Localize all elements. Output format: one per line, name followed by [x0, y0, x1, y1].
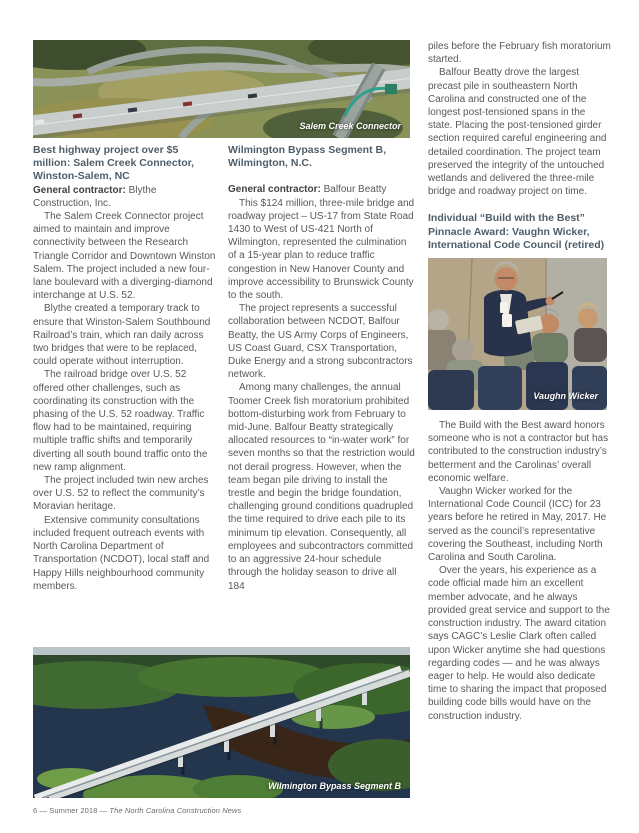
- contractor-line: [33, 184, 216, 210]
- paragraph: This $124 million, three-mile bridge and roadway project – US-17 from State Road 1430 to West of US-421 North of Wilmington, represented the culmination of a 15-year plan to reduce traffic congestion in New Hanover County and improve accessibility to Brunswick County to the south.: [228, 197, 415, 302]
- paragraph: The Salem Creek Connector project aimed to maintain and improve connectivity between the Research Triangle Corridor and Downtown Winston Salem. The project included a new four-lane boulevard with a diverging-diamond interchange at U.S. 52.: [33, 211, 216, 302]
- contractor-value: Balfour Beatty: [323, 184, 387, 196]
- contractor-value: Blythe Construction, Inc.: [33, 184, 157, 209]
- speaker-audience-illustration: [428, 258, 607, 410]
- page-footer: [33, 806, 241, 815]
- column-left: [33, 144, 216, 593]
- photo-caption: Vaughn Wicker: [533, 390, 598, 401]
- footer-publication-name: The North Carolina Construction News: [109, 806, 242, 815]
- paragraph: The railroad bridge over U.S. 52 offered other challenges, such as coordinating its construction with the phasing of the U.S. 52 roadway. Traffic flow had to be maintained, requiring multiple traffic shifts and temporarily diverting all south bound traffic onto the new ramp alignment.: [33, 369, 208, 473]
- article-heading-wilmington: Wilmington Bypass Segment B, Wilmington, N.C.: [228, 144, 387, 170]
- paragraph: The Build with the Best award honors someone who is not a contractor but has contributed to the construction industry’s betterment and the Carolinas’ overall economic welfare.: [428, 420, 609, 484]
- paragraph: The project included twin new arches over U.S. 52 to reflect the community’s Moravian heritage.: [33, 475, 209, 513]
- article-heading-salem: Best highway project over $5 million: Salem Creek Connector, Winston-Salem, NC: [33, 144, 195, 183]
- paragraph: Blythe created a temporary track to ensure that Winston-Salem Southbound Railroad’s train, which ran daily across two bridges that were to be replaced, could operate without interruption.: [33, 303, 211, 368]
- contractor-label: General contractor:: [228, 184, 321, 196]
- column-right: [428, 40, 611, 723]
- contractor-line: [228, 183, 415, 196]
- article-heading-award: Individual “Build with the Best” Pinnacle Award: Vaughn Wicker, International Code Council (retired): [428, 212, 605, 251]
- paragraph: piles before the February fish moratorium started.: [428, 41, 611, 66]
- paragraph: Extensive community consultations included frequent outreach events with North Carolina Department of Transportation (NCDOT), local staff and Happy Hills neighbourhood community members.: [33, 514, 210, 592]
- paragraph: The project represents a successful collaboration between NCDOT, Balfour Beatty, the US Army Corps of Engineers, US Coast Guard, CSX Transportation, Duke Energy and a strong subcontractors network.: [228, 303, 413, 381]
- photo-caption: Wilmington Bypass Segment B: [268, 781, 401, 791]
- paragraph: Vaughn Wicker worked for the International Code Council (ICC) for 23 years before he retired in May, 2017. He served as the council’s representative covering the Southeast, including North Carolina and South Carolina.: [428, 486, 607, 564]
- paragraph: Balfour Beatty drove the largest precast pile in southeastern North Carolina and constructed one of the longest post-tensioned spans in the state. Placing the post-tensioned girder section required careful engineering and detailed coordination. The project team preserved the integrity of the untouched wetlands and delivered the three-mile bridge and roadway project on time.: [428, 67, 607, 198]
- vaughn-wicker-photo: [428, 258, 607, 410]
- aerial-bridge-illustration: [33, 647, 410, 798]
- photo-caption: Salem Creek Connector: [299, 121, 401, 131]
- wilmington-bypass-photo: [33, 647, 410, 798]
- paragraph: Over the years, his experience as a code official made him an excellent member advocate, and he always provided great service and support to the construction industry. The award citation says CAGC’s Leslie Clark often called upon Wicker anytime she had questions regarding codes — and he was always eager to help. He would also dedicate time to sharing the impact that proposed building code bills would have on the construction industry.: [428, 565, 610, 722]
- footer-issue-info: 6 — Summer 2018 —: [33, 806, 110, 815]
- column-middle: [228, 144, 415, 593]
- paragraph: Among many challenges, the annual Toomer Creek fish moratorium prohibited bottom-disturbing work from February to mid-June. Balfour Beatty strategically allocated resources to “in-water work” for seven months so that the restriction would not derail progress. However, when the team began pile driving to install the trestle and begin the bridge foundation, challenging ground conditions quadrupled the time required to drive each pile to its minimum tip elevation. Consequently, all employees and subcontractors committed to an aggressive 24-hour schedule through the holiday season to drive all 184: [228, 382, 415, 592]
- contractor-label: General contractor:: [33, 184, 126, 196]
- salem-creek-photo: [33, 40, 410, 138]
